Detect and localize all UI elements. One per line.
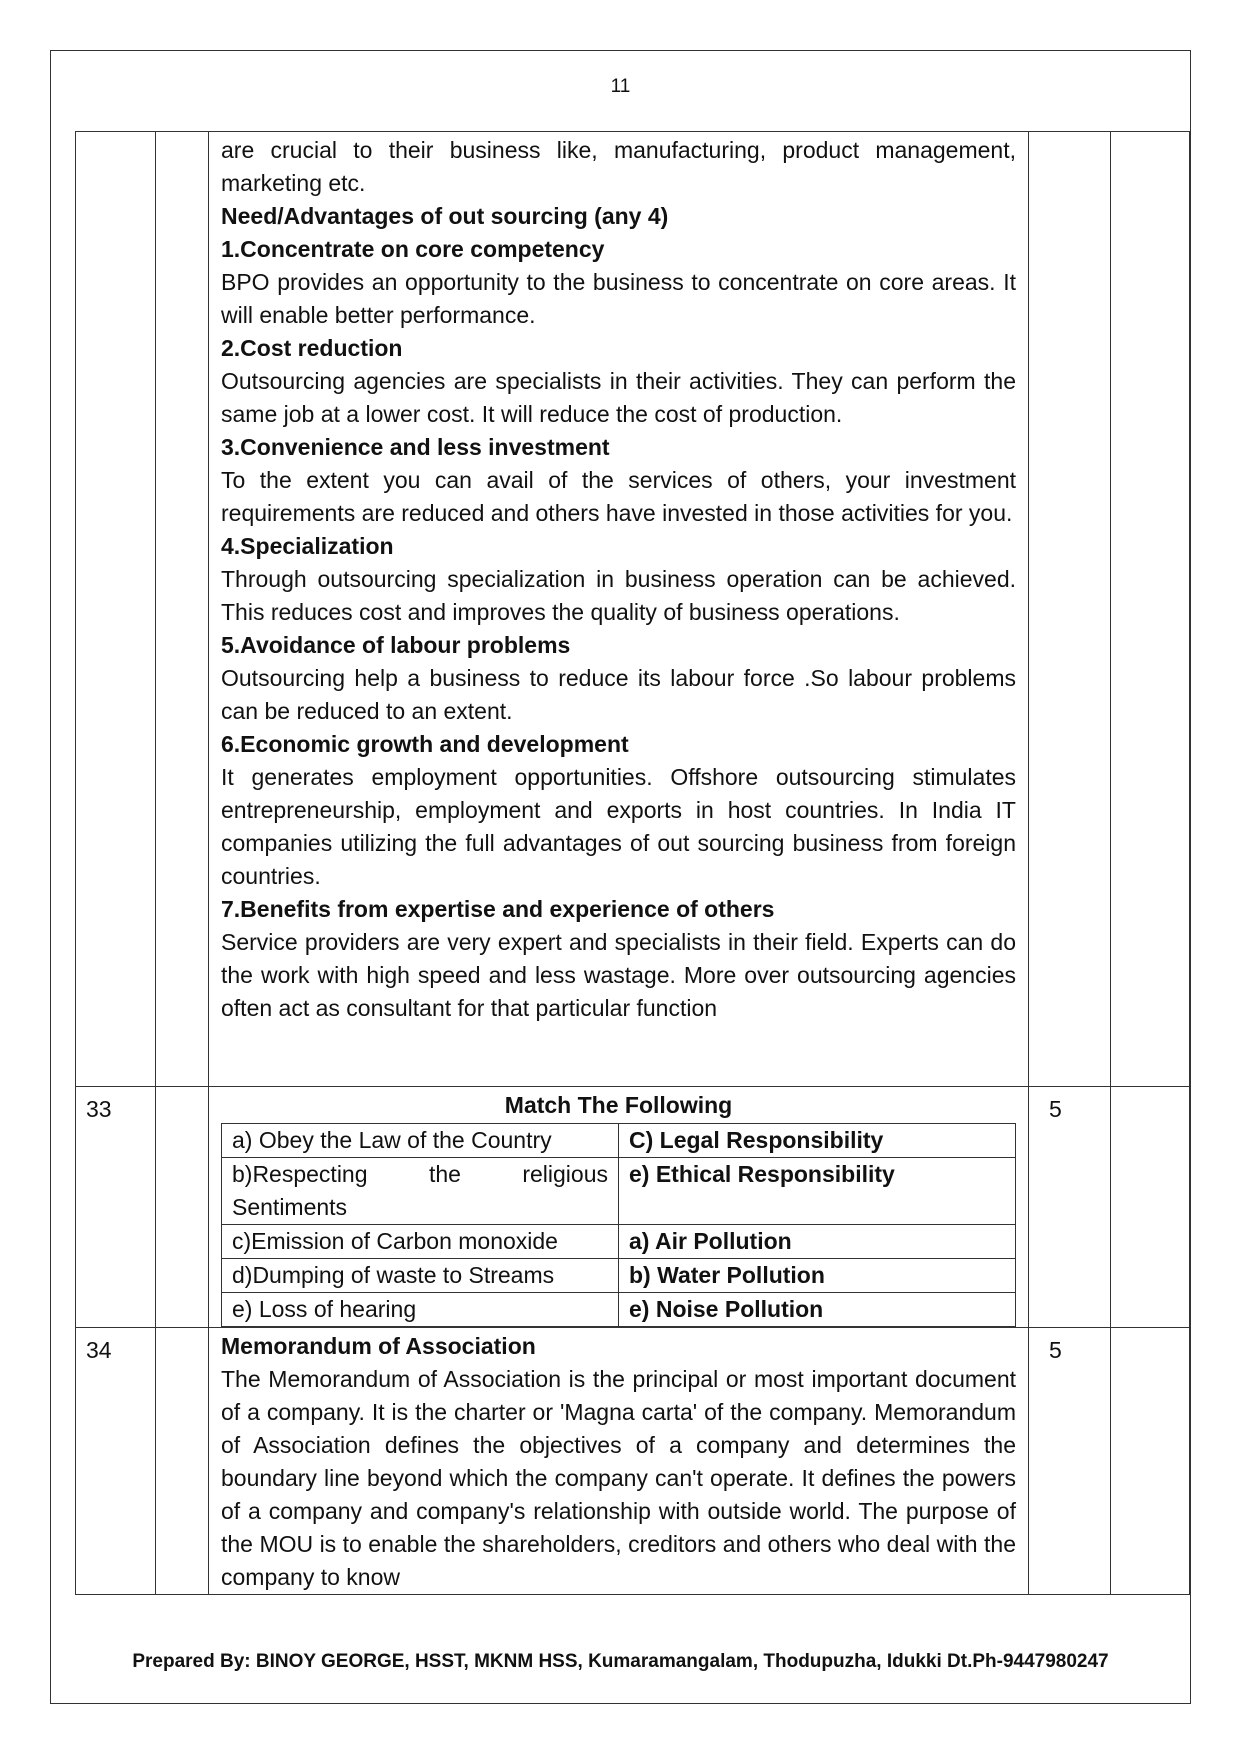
marks-cell: 5	[1029, 1328, 1111, 1595]
page-number: 11	[610, 76, 631, 97]
point-text: To the extent you can avail of the services of others, your investment requirements are reduced and others have invested in those activities for you.	[221, 467, 1016, 526]
marks-cell	[1029, 132, 1111, 1087]
point-text: It generates employment opportunities. Offshore outsourcing stimulates entrepreneurship, employment and exports in host countries. In India IT companies utilizing the full advantages of out sourcing business from foreign countries.	[221, 764, 1016, 889]
table-row	[76, 132, 1190, 1087]
point-heading: 7.Benefits from expertise and experience of others	[221, 896, 775, 922]
match-row	[222, 1259, 1016, 1293]
point-heading: 5.Avoidance of labour problems	[221, 632, 571, 658]
match-left: b)Respecting the religious Sentiments	[222, 1158, 619, 1225]
match-left: a) Obey the Law of the Country	[222, 1124, 619, 1158]
blank-cell	[156, 132, 209, 1087]
match-right: e) Noise Pollution	[619, 1293, 1016, 1327]
blank-cell	[156, 1087, 209, 1328]
point-heading: 6.Economic growth and development	[221, 731, 629, 757]
match-right: a) Air Pollution	[619, 1225, 1016, 1259]
answer-cell	[209, 132, 1029, 1087]
match-right: e) Ethical Responsibility	[619, 1158, 1016, 1225]
point-heading: 3.Convenience and less investment	[221, 434, 610, 460]
question-number-cell	[76, 132, 156, 1087]
table-row	[76, 1087, 1190, 1328]
answer-heading: Memorandum of Association	[221, 1333, 536, 1359]
answer-key-table	[75, 131, 1190, 1595]
blank-cell	[1111, 132, 1190, 1087]
point-heading: 2.Cost reduction	[221, 335, 403, 361]
match-left: d)Dumping of waste to Streams	[222, 1259, 619, 1293]
question-title: Match The Following	[504, 1092, 733, 1118]
answer-cell	[209, 1328, 1029, 1595]
question-number-cell: 34	[76, 1328, 156, 1595]
table-row	[76, 1328, 1190, 1595]
point-text: BPO provides an opportunity to the business to concentrate on core areas. It will enable better performance.	[221, 269, 1016, 328]
section-heading: Need/Advantages of out sourcing (any 4)	[221, 203, 669, 229]
point-text: Outsourcing agencies are specialists in their activities. They can perform the same job at a lower cost. It will reduce the cost of production.	[221, 368, 1016, 427]
marks-cell: 5	[1029, 1087, 1111, 1328]
answer-paragraph: are crucial to their business like, manufacturing, product management, marketing etc.	[221, 137, 1016, 196]
answer-paragraph: The Memorandum of Association is the principal or most important document of a company. It is the charter or 'Magna carta' of the company. Memorandum of Association defines the objectives of a company and determines the boundary line beyond which the company can't operate. It defines the powers of a company and company's relationship with outside world. The purpose of the MOU is to enable the shareholders, creditors and others who deal with the company to know	[221, 1366, 1016, 1590]
point-text: Outsourcing help a business to reduce its labour force .So labour problems can be reduced to an extent.	[221, 665, 1016, 724]
answer-cell	[209, 1087, 1029, 1328]
point-heading: 4.Specialization	[221, 533, 394, 559]
match-table	[221, 1123, 1016, 1327]
match-row	[222, 1158, 1016, 1225]
footer-credit: Prepared By: BINOY GEORGE, HSST, MKNM HSS, Kumaramangalam, Thodupuzha, Idukki Dt.Ph-9447980247	[132, 1651, 1109, 1672]
point-text: Service providers are very expert and specialists in their field. Experts can do the work with high speed and less wastage. More over outsourcing agencies often act as consultant for that particular function	[221, 929, 1016, 1021]
match-row	[222, 1124, 1016, 1158]
question-number-cell: 33	[76, 1087, 156, 1328]
match-right: C) Legal Responsibility	[619, 1124, 1016, 1158]
blank-cell	[1111, 1087, 1190, 1328]
blank-cell	[156, 1328, 209, 1595]
point-heading: 1.Concentrate on core competency	[221, 236, 605, 262]
match-right: b) Water Pollution	[619, 1259, 1016, 1293]
blank-cell	[1111, 1328, 1190, 1595]
match-left: e) Loss of hearing	[222, 1293, 619, 1327]
match-row	[222, 1225, 1016, 1259]
match-left: c)Emission of Carbon monoxide	[222, 1225, 619, 1259]
match-row	[222, 1293, 1016, 1327]
point-text: Through outsourcing specialization in business operation can be achieved. This reduces cost and improves the quality of business operations.	[221, 566, 1016, 625]
